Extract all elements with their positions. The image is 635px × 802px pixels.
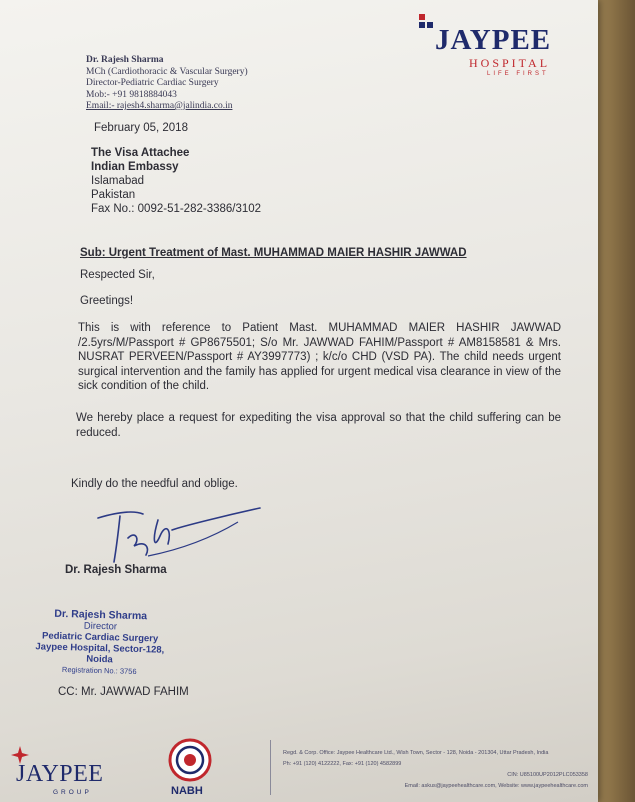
stamp-hospital: Jaypee Hospital, Sector-128, Noida [35, 641, 165, 666]
logo-square-icon [427, 22, 433, 28]
logo-subtitle: HOSPITAL [469, 56, 551, 70]
salutation: Respected Sir, [80, 269, 155, 281]
group-label: GROUP [53, 789, 92, 796]
paragraph-2: We hereby place a request for expediting the visa approval so that the child suffering can be reduced. [76, 412, 561, 439]
nabh-emblem-icon [168, 738, 212, 782]
recipient-line: Fax No.: 0092-51-282-3386/3102 [91, 203, 262, 215]
qualification: MCh (Cardiothoracic & Vascular Surgery) [86, 66, 248, 77]
group-brand: JAYPEE [16, 761, 104, 787]
logo-brand: JAYPEE [435, 24, 552, 56]
signatory-name: Dr. Rajesh Sharma [65, 564, 167, 576]
recipient-block [91, 146, 261, 216]
footer-web: Email: askus@jaypeehealthcare.com, Website: www.jaypeehealthcare.com [404, 783, 588, 789]
logo-square-icon [419, 14, 425, 20]
cc-line: CC: Mr. JAWWAD FAHIM [58, 686, 189, 698]
logo-square-icon [419, 22, 425, 28]
stamp-role: Director [83, 620, 118, 633]
closing-line: Kindly do the needful and oblige. [71, 478, 238, 490]
footer-divider [270, 740, 271, 795]
jaypee-hospital-logo [415, 12, 580, 84]
recipient-line: Pakistan [91, 189, 136, 201]
letterhead [86, 55, 248, 113]
mobile: Mob:- +91 9818884043 [86, 89, 177, 100]
jaypee-group-logo [8, 745, 103, 800]
footer-cin: CIN: U85100UP2012PLC053358 [507, 772, 588, 778]
nabh-label: NABH [171, 785, 203, 797]
subject-line: Sub: Urgent Treatment of Mast. MUHAMMAD MAIER HASHIR JAWWAD [80, 247, 467, 259]
stamp-dept: Pediatric Cardiac Surgery [41, 630, 159, 645]
recipient-line: The Visa Attachee [91, 147, 190, 159]
footer-address-block [283, 748, 588, 792]
footer-address: Regd. & Corp. Office: Jaypee Healthcare Ltd., Wish Town, Sector - 128, Noida - 201304, Uttar Pradesh, India [283, 750, 549, 756]
letter-date: February 05, 2018 [94, 122, 188, 134]
recipient-line: Islamabad [91, 175, 145, 187]
designation: Director-Pediatric Cardiac Surgery [86, 78, 219, 88]
stamp-registration: Registration No.: 3756 [61, 665, 137, 676]
greeting: Greetings! [80, 295, 134, 307]
logo-tagline: LIFE FIRST [487, 71, 549, 77]
paragraph-1: This is with reference to Patient Mast. MUHAMMAD MAIER HASHIR JAWWAD /2.5yrs/M/Passport # GP8675501; S/o Mr. JAWWAD FAHIM/Passport # AM8158581 & Mrs. NUSRAT PERVEEN/Passport # AY3997773) ; k/c/o CHD (VSD PA). The child needs urgent surgical intervention and the family has applied for urgent medical visa clearance in view of the sick condition of the child. [78, 322, 561, 392]
doctor-name: Dr. Rajesh Sharma [86, 55, 164, 65]
recipient-line: Indian Embassy [91, 161, 179, 173]
nabh-badge [165, 738, 215, 800]
footer-phone: Ph: +91 (120) 4122222, Fax: +91 (120) 4582899 [283, 761, 402, 767]
email: Email:- rajesh4.sharma@jalindia.co.in [86, 101, 233, 111]
doctor-stamp [29, 608, 171, 678]
stamp-name: Dr. Rajesh Sharma [54, 607, 148, 623]
